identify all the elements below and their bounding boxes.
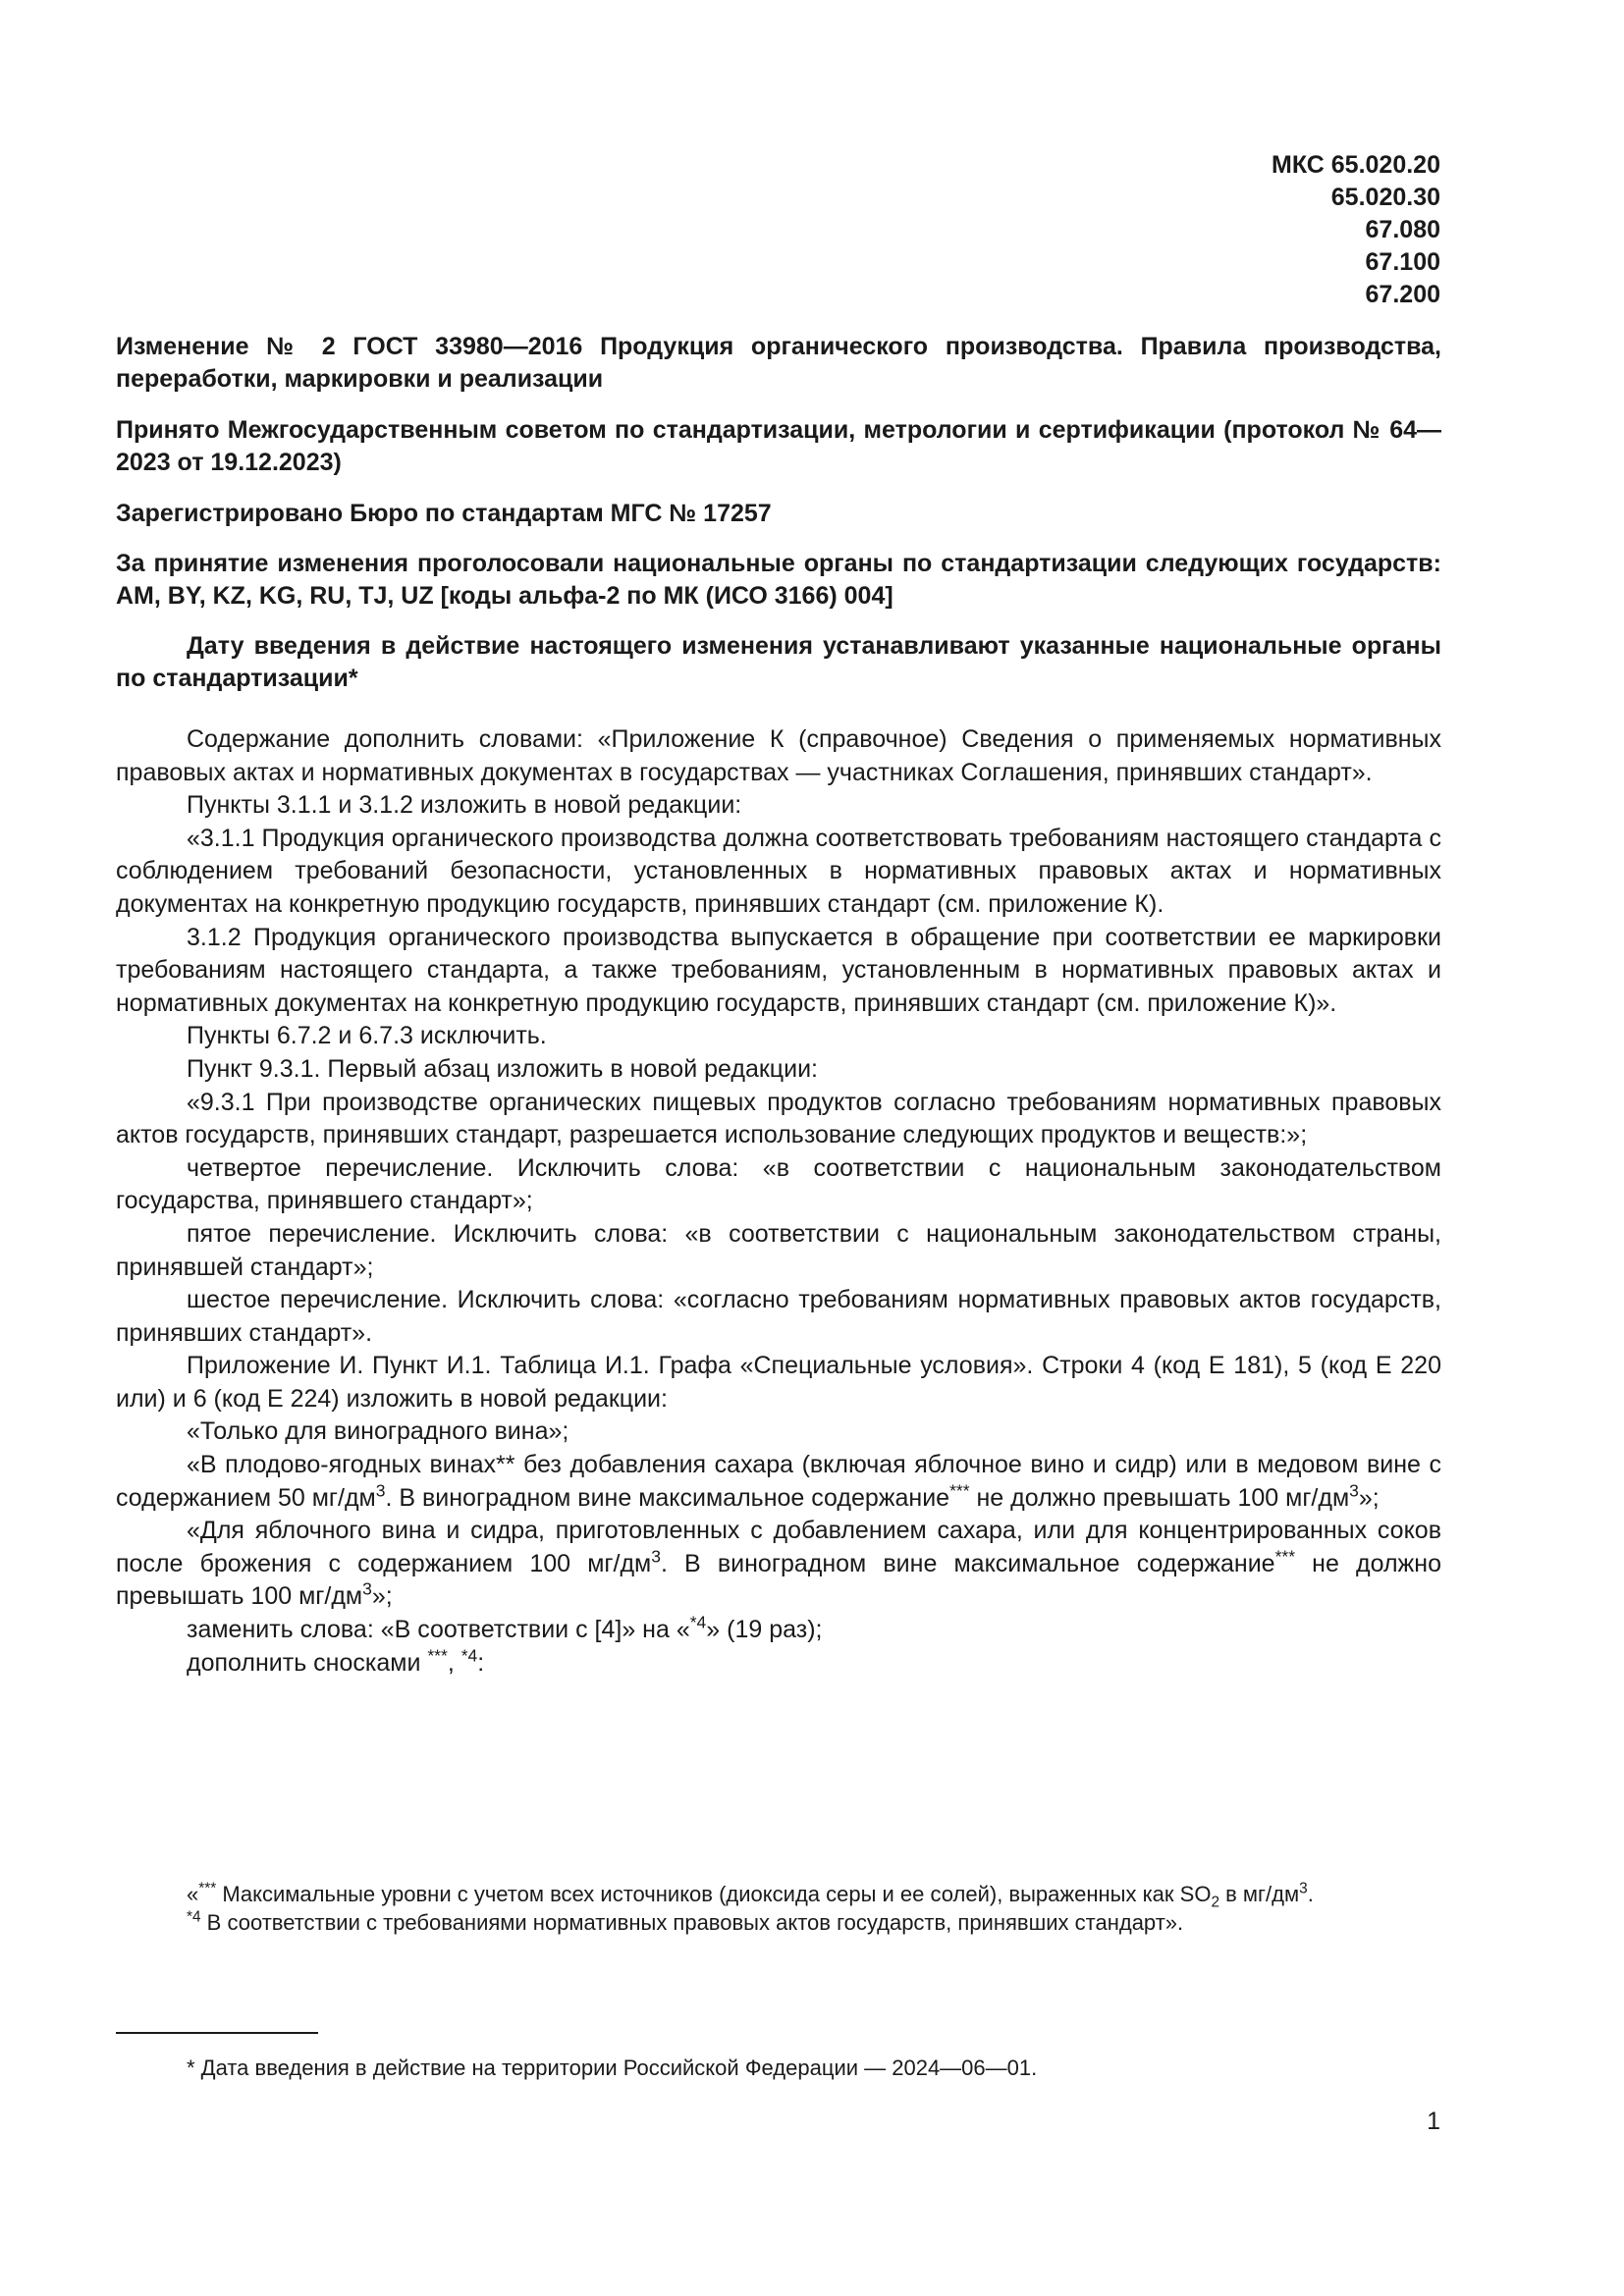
body-paragraph — [116, 1614, 1441, 1647]
note-paragraph — [116, 1880, 1441, 1911]
page-number: 1 — [1427, 2108, 1440, 2135]
body-paragraph: четвертое перечисление. Исключить слова: «в соответствии с национальным законодательством государства, принявшего стандарт»; — [116, 1153, 1441, 1215]
mks-codes — [1272, 149, 1440, 311]
body-paragraph: «9.3.1 При производстве органических пищевых продуктов согласно требованиям нормативных правовых актов государств, принявших стандарт, разрешается использование следующих продуктов и веществ:»; — [116, 1088, 1441, 1149]
text-run: , — [447, 1648, 461, 1677]
body-paragraph: пятое перечисление. Исключить слова: «в соответствии с национальным законодательством страны, принявшей стандарт»; — [116, 1219, 1441, 1281]
accepted-statement: Принято Межгосударственным советом по стандартизации, метрологии и сертификации (протокол № 64—2023 от 19.12.2023) — [116, 416, 1441, 476]
inserted-footnotes — [116, 1880, 1441, 1937]
superscript: 3 — [362, 1579, 372, 1600]
text-run: «Для яблочного вина и сидра, приготовленных с добавлением сахара, или для концентрированных соков после брожения с содержанием 100 мг/дм — [116, 1517, 1441, 1577]
superscript: 3 — [651, 1546, 661, 1567]
superscript: *4 — [187, 1908, 201, 1926]
text-run: « — [187, 1882, 199, 1906]
body-paragraph — [116, 1515, 1441, 1614]
mks-code: МКС 65.020.20 — [1272, 151, 1440, 179]
text-run: . В виноградном вине максимальное содержание — [385, 1483, 950, 1512]
text-run: В соответствии с требованиями нормативных правовых актов государств, принявших стандарт». — [200, 1910, 1184, 1935]
amendment-title: Изменение № 2 ГОСТ 33980—2016 Продукция органического производства. Правила производства, переработки, маркировки и реализации — [116, 333, 1441, 393]
text-run: : — [477, 1648, 485, 1677]
body-paragraph: 3.1.2 Продукция органического производства выпускается в обращение при соответствии ее маркировки требованиям настоящего стандарта, а также требованиям, установленным в нормативных правовых актах и нормативных документах на конкретную продукцию государств, принявших стандарт (см. приложение К)». — [116, 923, 1441, 1017]
text-run: не должно превышать 100 мг/дм — [969, 1483, 1350, 1512]
mks-code: 67.080 — [1365, 216, 1440, 243]
mks-code: 67.200 — [1365, 281, 1440, 308]
body-paragraph: Приложение И. Пункт И.1. Таблица И.1. Графа «Специальные условия». Строки 4 (код Е 181), 5 (код Е 220 или) и 6 (код Е 224) изложить в новой редакции: — [116, 1352, 1441, 1413]
footnote-separator — [116, 2032, 318, 2034]
body-paragraph: «3.1.1 Продукция органического производства должна соответствовать требованиям настоящего стандарта с соблюдением требований безопасности, установленных в нормативных правовых актах и нормативных документах на конкретную продукцию государств, принявших стандарт (см. приложение К). — [116, 824, 1441, 918]
registered-statement: Зарегистрировано Бюро по стандартам МГС № 17257 — [116, 500, 772, 527]
text-run: не должно превышать 100 мг/дм — [116, 1549, 1441, 1611]
superscript: *** — [949, 1480, 970, 1501]
superscript: 3 — [1299, 1880, 1308, 1897]
subscript: 2 — [1211, 1894, 1219, 1911]
body-paragraph: Содержание дополнить словами: «Приложение К (справочное) Сведения о применяемых нормативных правовых актах и нормативных документах в государствах — участниках Соглашения, принявших стандарт». — [116, 725, 1441, 786]
body-paragraph — [116, 1647, 1441, 1681]
superscript: 3 — [1349, 1480, 1359, 1501]
mks-code: 65.020.30 — [1330, 184, 1440, 211]
text-run: Максимальные уровни с учетом всех источников (диоксида серы и ее солей), выраженных как SO — [216, 1882, 1212, 1906]
superscript: *4 — [689, 1612, 707, 1632]
body-paragraph: шестое перечисление. Исключить слова: «согласно требованиям нормативных правовых актов государств, принявших стандарт». — [116, 1286, 1441, 1347]
body-paragraph — [116, 1449, 1441, 1515]
text-run: «В плодово-ягодных винах** без добавления сахара (включая яблочное вино и сидр) или в медовом вине с содержанием 50 мг/дм — [116, 1451, 1441, 1512]
effective-date-statement: Дату введения в действие настоящего изменения устанавливают указанные национальные органы по стандартизации* — [116, 632, 1441, 692]
text-run: » (19 раз); — [706, 1616, 823, 1644]
superscript: *4 — [460, 1645, 478, 1666]
superscript: *** — [1274, 1546, 1296, 1567]
body-paragraph: Пункты 6.7.2 и 6.7.3 исключить. — [187, 1022, 547, 1050]
text-run: заменить слова: «В соответствии с [4]» на « — [187, 1616, 690, 1644]
mks-code: 67.100 — [1365, 248, 1440, 276]
superscript: *** — [427, 1645, 448, 1666]
body-paragraph: Пункты 3.1.1 и 3.1.2 изложить в новой редакции: — [187, 791, 742, 820]
body-paragraph: «Только для виноградного вина»; — [187, 1417, 569, 1446]
text-run: в мг/дм — [1219, 1882, 1300, 1906]
text-run: »; — [371, 1582, 393, 1611]
text-run: . В виноградном вине максимальное содержание — [660, 1549, 1275, 1577]
body-paragraph: Пункт 9.3.1. Первый абзац изложить в новой редакции: — [187, 1054, 819, 1083]
text-run: . — [1307, 1882, 1314, 1906]
page-footnote: * Дата введения в действие на территории Российской Федерации — 2024—06—01. — [187, 2056, 1038, 2080]
text-run: дополнить сносками — [187, 1648, 428, 1677]
superscript: 3 — [375, 1480, 386, 1501]
voted-statement: За принятие изменения проголосовали национальные органы по стандартизации следующих государств: AM, BY, KZ, KG, RU, TJ, UZ [коды альфа-2 по МК (ИСО 3166) 004] — [116, 550, 1441, 610]
amendment-body — [116, 723, 1441, 1680]
note-paragraph — [116, 1908, 1441, 1937]
superscript: *** — [198, 1880, 217, 1897]
text-run: »; — [1358, 1483, 1380, 1512]
